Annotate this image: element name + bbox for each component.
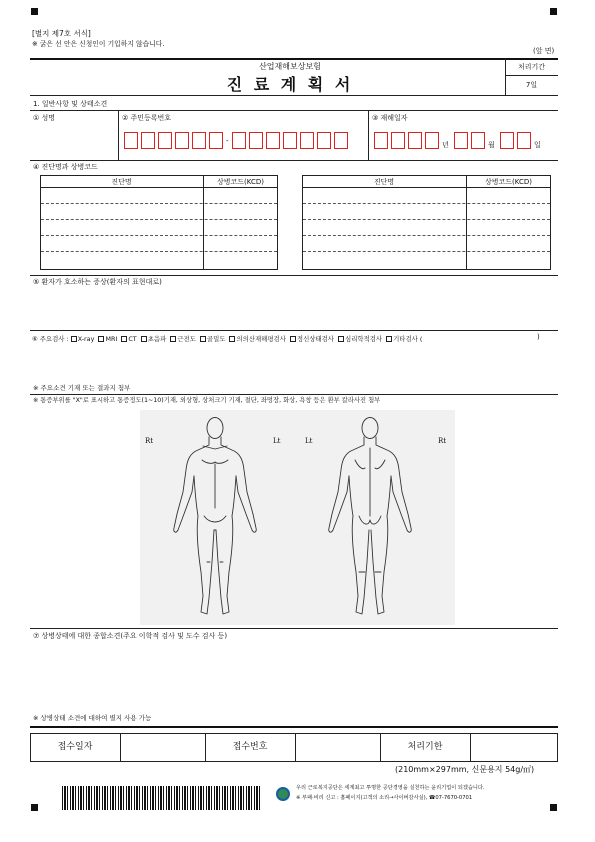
- diag-section-bottom: [30, 275, 558, 276]
- rrn-digit-2[interactable]: [141, 132, 155, 149]
- rrn-digit-11[interactable]: [300, 132, 314, 149]
- opinion-label: ⑦ 상병상태에 대한 종합소견(주요 이학적 검사 및 도수 검사 등): [33, 632, 228, 640]
- front-body-figure: [160, 412, 270, 624]
- year-unit: 년: [442, 141, 449, 149]
- exam-item-other[interactable]: 기타검사 (: [386, 335, 422, 343]
- period-divider: [505, 75, 558, 76]
- diag-right-row-line: [303, 203, 550, 204]
- section1-heading-line: [30, 110, 558, 111]
- rrn-label: ② 주민등록번호: [122, 114, 172, 122]
- exam-label: ⑥ 주요검사 :: [32, 335, 69, 343]
- month-digit-2[interactable]: [471, 132, 485, 149]
- diag-right-col-code: 상병코드(KCD): [485, 178, 532, 186]
- diag-left-row-line: [41, 203, 277, 204]
- diag-right-row-line: [303, 251, 550, 252]
- rrn-digit-12[interactable]: [317, 132, 331, 149]
- checkbox-bone-density[interactable]: [200, 336, 206, 342]
- year-digit-4[interactable]: [425, 132, 439, 149]
- corner-mark-top-right: [550, 8, 557, 15]
- symptom-label: ⑤ 환자가 호소하는 증상(환자의 표현대로): [33, 278, 162, 286]
- exam-note-2: ※ 통증부위를 "X"로 표시하고 통증정도(1~10)기재, 외상형, 상처크기 기재, 절단, 좌멍장, 화상, 욕창 등은 환부 칼라사진 첨부: [33, 397, 381, 404]
- corner-mark-top-left: [31, 8, 38, 15]
- body-chart-bottom: [30, 628, 558, 629]
- front-left-label: Lt: [273, 437, 281, 445]
- insurance-name: 산업재해보상보험: [259, 62, 321, 71]
- reception-divider: [295, 733, 296, 762]
- symptom-bottom: [30, 330, 558, 331]
- diag-left-col-divider: [203, 175, 204, 270]
- rrn-digit-5[interactable]: [192, 132, 206, 149]
- barcode: [62, 786, 262, 810]
- rrn-divider: [368, 110, 369, 160]
- exam-item-bone-density[interactable]: 골밀도: [200, 335, 226, 343]
- page-side: (앞 면): [533, 47, 555, 55]
- corner-mark-bottom-right: [550, 804, 557, 811]
- year-digit-3[interactable]: [408, 132, 422, 149]
- exam-item-mental[interactable]: 정신상태검사: [290, 335, 334, 343]
- rrn-digit-7[interactable]: [232, 132, 246, 149]
- exam-item-ultrasound[interactable]: 초음파: [141, 335, 167, 343]
- name-label: ① 성명: [33, 114, 56, 122]
- section1-heading: 1. 일반사항 및 상태소견: [33, 100, 108, 108]
- exam-item-psychological[interactable]: 심리학적검사: [338, 335, 382, 343]
- diagnosis-label: ④ 진단명과 상병코드: [33, 163, 98, 171]
- month-unit: 월: [488, 141, 495, 149]
- paper-spec: (210mm×297mm, 신문용지 54g/㎡): [395, 765, 535, 774]
- ethics-notice: 우리 근로복지공단은 세계최고 투명한 공단경영을 실천하는 윤리기업이 되겠습니다.: [296, 785, 485, 791]
- agency-logo: [276, 787, 290, 801]
- title-bottom-border: [30, 95, 558, 96]
- day-digit-1[interactable]: [500, 132, 514, 149]
- exam-list: [32, 334, 424, 343]
- rrn-digit-6[interactable]: [209, 132, 223, 149]
- diag-left-col-code: 상병코드(KCD): [217, 178, 264, 186]
- exam-item-xray[interactable]: X-ray: [71, 335, 95, 343]
- received-no-label: 접수번호: [232, 742, 268, 752]
- month-digit-1[interactable]: [454, 132, 468, 149]
- period-value: 7일: [525, 81, 538, 89]
- checkbox-other[interactable]: [386, 336, 392, 342]
- checkbox-mental[interactable]: [290, 336, 296, 342]
- rrn-digit-4[interactable]: [175, 132, 189, 149]
- section1-row1-bottom: [30, 160, 558, 161]
- received-date-label: 접수일자: [57, 742, 93, 752]
- exam-item-ct[interactable]: CT: [121, 335, 136, 343]
- title-top-border: [30, 58, 558, 60]
- page-title: 진 료 계 획 서: [226, 75, 354, 94]
- rrn-dash: -: [226, 137, 229, 145]
- diag-right-row-line: [303, 235, 550, 236]
- reception-divider: [120, 733, 121, 762]
- diag-right-header-line: [302, 187, 551, 188]
- diag-left-col-name: 진단명: [111, 178, 132, 186]
- exam-close-paren: ): [537, 333, 540, 341]
- day-unit: 일: [534, 141, 541, 149]
- deadline-label: 처리기한: [407, 742, 443, 752]
- name-divider: [118, 110, 119, 160]
- diagnosis-table-right: [302, 175, 551, 270]
- diag-left-row-line: [41, 235, 277, 236]
- rrn-digit-8[interactable]: [249, 132, 263, 149]
- form-number: [별지 제7호 서식]: [32, 29, 91, 38]
- checkbox-xray[interactable]: [71, 336, 77, 342]
- rrn-digit-1[interactable]: [124, 132, 138, 149]
- diag-right-col-divider: [466, 175, 467, 270]
- checkbox-disability[interactable]: [229, 336, 235, 342]
- diag-right-row-line: [303, 219, 550, 220]
- day-digit-2[interactable]: [517, 132, 531, 149]
- checkbox-emg[interactable]: [170, 336, 176, 342]
- rrn-digit-3[interactable]: [158, 132, 172, 149]
- exam-note-1: ※ 주요소견 기재 또는 결과지 첨부: [33, 384, 131, 392]
- checkbox-ct[interactable]: [121, 336, 127, 342]
- back-right-label: Rt: [438, 437, 447, 445]
- rrn-digit-10[interactable]: [283, 132, 297, 149]
- diag-right-col-name: 진단명: [373, 178, 395, 186]
- checkbox-mri[interactable]: [98, 336, 104, 342]
- rrn-digit-9[interactable]: [266, 132, 280, 149]
- exam-item-mri[interactable]: MRI: [98, 335, 117, 343]
- injury-date-label: ③ 재해일자: [372, 114, 408, 122]
- checkbox-ultrasound[interactable]: [141, 336, 147, 342]
- year-digit-2[interactable]: [391, 132, 405, 149]
- year-digit-1[interactable]: [374, 132, 388, 149]
- diagnosis-table-left: [40, 175, 278, 270]
- diag-left-row-line: [41, 251, 277, 252]
- corruption-report-notice: ※ 부패·비리 신고 : 홈페이지(고객의 소리→사이버감사실), ☎07-7670-0701: [296, 795, 473, 801]
- exam-item-emg[interactable]: 근전도: [170, 335, 196, 343]
- diag-left-row-line: [41, 219, 277, 220]
- diag-left-header-line: [40, 187, 278, 188]
- opinion-bottom: [30, 726, 558, 728]
- rrn-digit-13[interactable]: [334, 132, 348, 149]
- exam-note-line: [30, 394, 558, 395]
- period-label: 처리기간: [517, 63, 546, 71]
- opinion-note: ※ 상병상태 소견에 대하여 별지 사용 가능: [33, 714, 152, 722]
- front-right-label: Rt: [145, 437, 154, 445]
- exam-item-disability[interactable]: 의의산재해평검사: [229, 335, 285, 343]
- back-left-label: Lt: [305, 437, 313, 445]
- form-note: ※ 굵은 선 안은 신청인이 기입하지 않습니다.: [32, 40, 165, 48]
- back-body-figure: [315, 412, 425, 624]
- checkbox-psychological[interactable]: [338, 336, 344, 342]
- reception-divider: [470, 733, 471, 762]
- corner-mark-bottom-left: [31, 804, 38, 811]
